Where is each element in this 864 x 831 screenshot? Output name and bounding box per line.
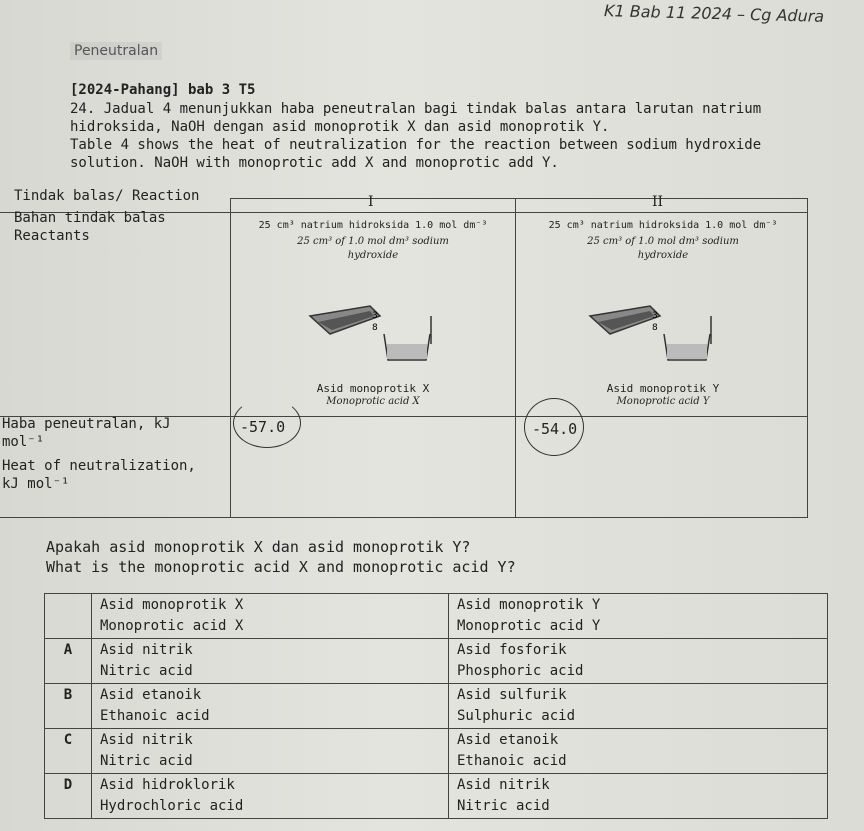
col2-reactant-malay: 25 cm³ natrium hidroksida 1.0 mol dm⁻³ [548, 220, 778, 231]
table-line [807, 198, 808, 518]
question-source: [2024-Pahang] bab 3 T5 [70, 82, 256, 98]
option-letter[interactable]: A [45, 639, 92, 684]
col2-reactant-english: 25 cm³ of 1.0 mol dm³ sodium [587, 236, 739, 247]
prompt-english: What is the monoprotic acid X and monoprotic acid Y? [46, 558, 516, 576]
col2-reactant-english-2: hydroxide [637, 250, 689, 261]
table-header-label: Tindak balas/ Reaction [14, 188, 200, 204]
option-acid-y-english: Nitric acid [457, 798, 550, 814]
header-acid-x-english: Monoprotic acid X [100, 618, 244, 634]
col1-acid-english: Monoprotic acid X [326, 396, 420, 407]
option-acid-y-malay: Asid fosforik [457, 642, 567, 658]
answer-option-c[interactable] [45, 729, 828, 774]
option-acid-x-english: Nitric acid [100, 663, 193, 679]
answer-header-row [45, 594, 828, 639]
row-reactants-label-malay: Bahan tindak balas [14, 210, 166, 226]
option-acid-x [92, 639, 449, 684]
header-acid-y-malay: Asid monoprotik Y [457, 597, 601, 613]
col1-reactant-english-2: hydroxide [347, 250, 399, 261]
svg-text:8: 8 [372, 323, 378, 333]
svg-text:3: 3 [372, 311, 378, 321]
option-acid-x [92, 774, 449, 819]
question-text-english-1: Table 4 shows the heat of neutralization for the reaction between sodium hydroxide [70, 137, 762, 153]
table-line [230, 198, 231, 518]
header-acid-y [449, 594, 828, 639]
header-note: K1 Bab 11 2024 – Cg Adura [603, 1, 825, 26]
table-line [0, 517, 808, 518]
option-acid-x-malay: Asid nitrik [100, 732, 193, 748]
section-tag: Peneutralan [70, 42, 162, 60]
row-heat-label-malay-unit: mol⁻¹ [2, 434, 45, 450]
handwritten-circle-2 [524, 398, 584, 456]
option-acid-x-english: Ethanoic acid [100, 708, 210, 724]
option-acid-y [449, 684, 828, 729]
answer-option-b[interactable] [45, 684, 828, 729]
header-acid-x-malay: Asid monoprotik X [100, 597, 244, 613]
option-acid-y-english: Phosphoric acid [457, 663, 584, 679]
apparatus-diagram-2 [580, 286, 730, 376]
option-letter[interactable]: C [45, 729, 92, 774]
option-letter[interactable]: B [45, 684, 92, 729]
row-heat-label-english: Heat of neutralization, [2, 458, 196, 474]
col1-reactant-english: 25 cm³ of 1.0 mol dm³ sodium [297, 236, 449, 247]
header-acid-x [92, 594, 449, 639]
option-acid-y [449, 729, 828, 774]
option-acid-y [449, 774, 828, 819]
option-acid-y-malay: Asid nitrik [457, 777, 550, 793]
svg-text:3: 3 [652, 311, 658, 321]
option-acid-x-malay: Asid nitrik [100, 642, 193, 658]
option-acid-x [92, 684, 449, 729]
svg-text:8: 8 [652, 323, 658, 333]
column-1-heading: I [368, 194, 374, 210]
option-letter[interactable]: D [45, 774, 92, 819]
heat-value-reaction-1: -57.0 [240, 418, 286, 436]
empty-cell [45, 594, 92, 639]
option-acid-y-english: Sulphuric acid [457, 708, 576, 724]
header-acid-y-english: Monoprotic acid Y [457, 618, 601, 634]
table-line [230, 198, 808, 199]
col1-reactant-malay: 25 cm³ natrium hidroksida 1.0 mol dm⁻³ [258, 220, 488, 231]
question-text-english-2: solution. NaOH with monoprotic add X and monoprotic add Y. [70, 155, 559, 171]
row-heat-label-english-unit: kJ mol⁻¹ [2, 476, 70, 492]
answer-option-d[interactable] [45, 774, 828, 819]
col2-acid-malay: Asid monoprotik Y [606, 382, 720, 395]
table-line [515, 198, 516, 518]
option-acid-y-malay: Asid sulfurik [457, 687, 567, 703]
option-acid-y [449, 639, 828, 684]
column-2-heading: II [652, 194, 664, 210]
option-acid-x-malay: Asid etanoik [100, 687, 202, 703]
option-acid-x-malay: Asid hidroklorik [100, 777, 235, 793]
col1-acid-malay: Asid monoprotik X [316, 382, 430, 395]
row-heat-label-malay: Haba peneutralan, kJ [2, 416, 171, 432]
option-acid-x-english: Hydrochloric acid [100, 798, 244, 814]
answer-options-table [44, 593, 828, 819]
option-acid-y-malay: Asid etanoik [457, 732, 559, 748]
question-text-malay-2: hidroksida, NaOH dengan asid monoprotik X dan asid monoprotik Y. [70, 119, 610, 135]
col2-acid-english: Monoprotic acid Y [616, 396, 710, 407]
table-4 [0, 188, 808, 518]
apparatus-diagram-1 [300, 286, 450, 376]
row-reactants-label-english: Reactants [14, 228, 90, 244]
question-text-malay-1: 24. Jadual 4 menunjukkan haba peneutralan bagi tindak balas antara larutan natrium [70, 101, 762, 117]
option-acid-x-english: Nitric acid [100, 753, 193, 769]
prompt-malay: Apakah asid monoprotik X dan asid monoprotik Y? [46, 538, 471, 556]
heat-value-reaction-2: -54.0 [532, 420, 578, 438]
answer-option-a[interactable] [45, 639, 828, 684]
handwritten-circle-1 [233, 398, 301, 448]
option-acid-x [92, 729, 449, 774]
option-acid-y-english: Ethanoic acid [457, 753, 567, 769]
